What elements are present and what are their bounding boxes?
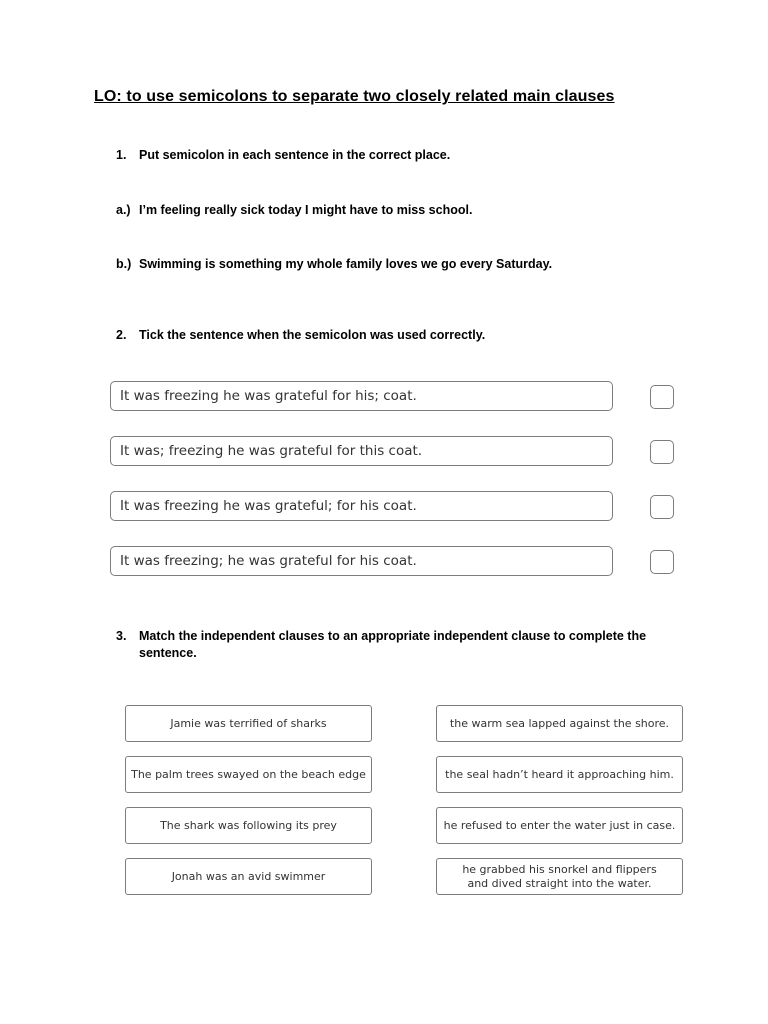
right-clause-3[interactable]: he refused to enter the water just in case. bbox=[436, 807, 683, 844]
question-3-number: 3. bbox=[116, 629, 127, 643]
item-marker: b.) bbox=[116, 257, 132, 271]
left-clause-3[interactable]: The shark was following its prey bbox=[125, 807, 372, 844]
page-title: LO: to use semicolons to separate two closely related main clauses bbox=[94, 88, 615, 105]
question-2 bbox=[116, 328, 485, 342]
tick-box-4[interactable] bbox=[650, 550, 674, 574]
question-3-text: Match the independent clauses to an appropriate independent clause to complete the sentence. bbox=[139, 629, 647, 660]
left-clause-1[interactable]: Jamie was terrified of sharks bbox=[125, 705, 372, 742]
item-text: Swimming is something my whole family loves we go every Saturday. bbox=[139, 257, 553, 271]
tick-box-2[interactable] bbox=[650, 440, 674, 464]
item-text: I’m feeling really sick today I might have to miss school. bbox=[139, 203, 473, 217]
left-clause-4[interactable]: Jonah was an avid swimmer bbox=[125, 858, 372, 895]
right-clause-1[interactable]: the warm sea lapped against the shore. bbox=[436, 705, 683, 742]
sentence-option-2: It was; freezing he was grateful for this coat. bbox=[110, 436, 613, 466]
sentence-option-3: It was freezing he was grateful; for his coat. bbox=[110, 491, 613, 521]
left-clause-2[interactable]: The palm trees swayed on the beach edge bbox=[125, 756, 372, 793]
question-1-text: Put semicolon in each sentence in the correct place. bbox=[139, 148, 451, 162]
right-clause-2[interactable]: the seal hadn’t heard it approaching him. bbox=[436, 756, 683, 793]
item-marker: a.) bbox=[116, 203, 131, 217]
question-2-number: 2. bbox=[116, 328, 127, 342]
question-1-item-a bbox=[116, 203, 472, 217]
question-1-number: 1. bbox=[116, 148, 127, 162]
tick-box-1[interactable] bbox=[650, 385, 674, 409]
question-3 bbox=[116, 628, 659, 662]
sentence-option-4: It was freezing; he was grateful for his coat. bbox=[110, 546, 613, 576]
question-2-text: Tick the sentence when the semicolon was used correctly. bbox=[139, 328, 486, 342]
sentence-option-1: It was freezing he was grateful for his; coat. bbox=[110, 381, 613, 411]
question-1 bbox=[116, 148, 450, 162]
question-1-item-b bbox=[116, 257, 552, 271]
right-clause-4[interactable]: he grabbed his snorkel and flippers and dived straight into the water. bbox=[436, 858, 683, 895]
tick-box-3[interactable] bbox=[650, 495, 674, 519]
